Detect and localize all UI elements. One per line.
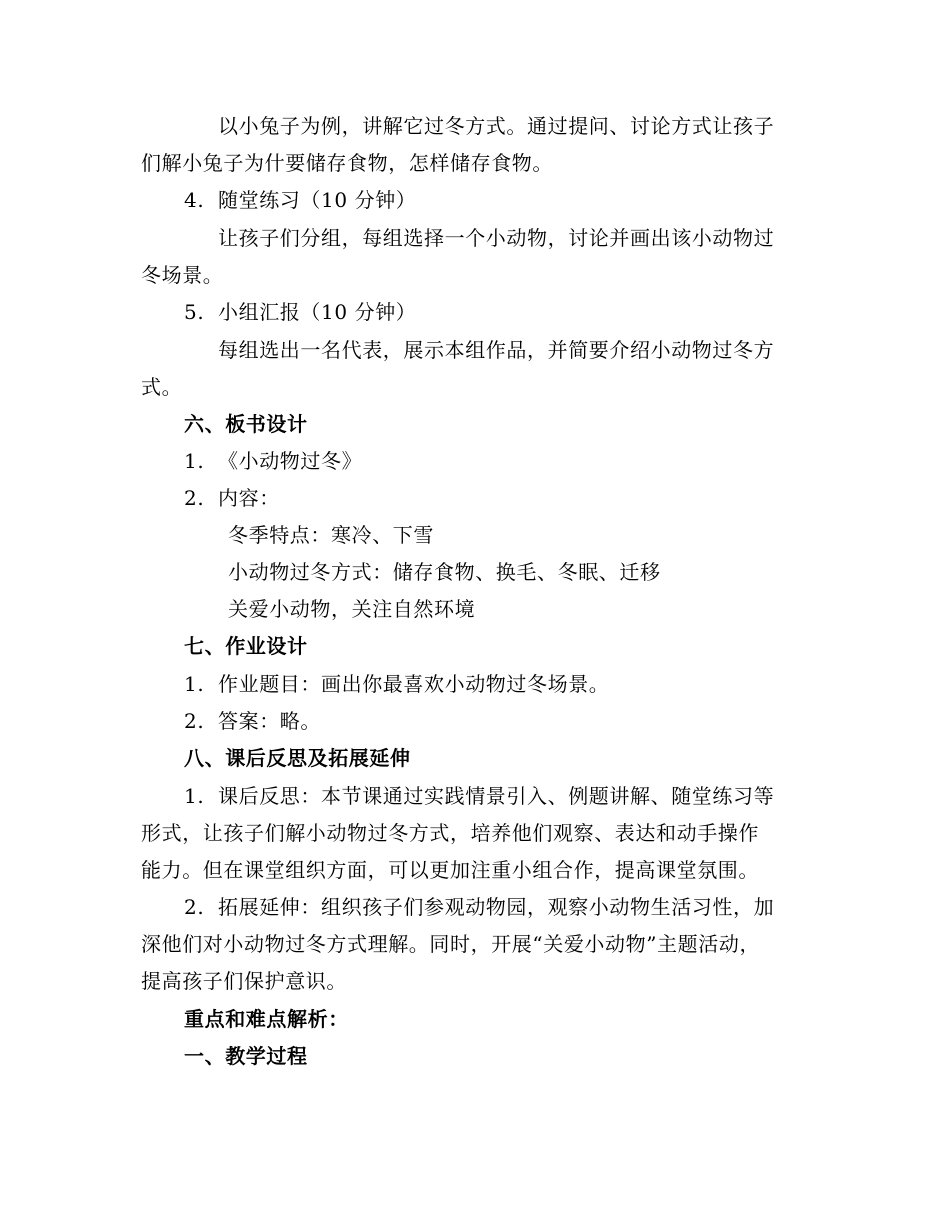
list-number: 1.: [184, 672, 205, 696]
list-number: 5.: [184, 300, 205, 324]
paragraph-line: 以小兔子为例，讲解它过冬方式。通过提问、讨论方式让孩子: [218, 114, 775, 138]
paragraph-line: 每组选出一名代表，展示本组作品，并简要介绍小动物过冬方: [218, 338, 775, 362]
paragraph-line: 形式，让孩子们解小动物过冬方式，培养他们观察、表达和动手操作: [141, 821, 759, 845]
list-item-text: 内容：: [218, 486, 280, 510]
section-heading-1: 一、教学过程: [184, 1044, 308, 1068]
list-item-4: [184, 187, 854, 213]
list-item-2: [184, 485, 854, 511]
list-item-2: [184, 708, 854, 734]
section-heading-key-points: 重点和难点解析：: [184, 1007, 349, 1031]
list-item-text: 《小动物过冬》: [218, 449, 363, 473]
paragraph-line: 能力。但在课堂组织方面，可以更加注重小组合作，提高课堂氛围。: [141, 858, 759, 882]
list-number: 1.: [184, 784, 205, 808]
paragraph-line: 让孩子们分组，每组选择一个小动物，讨论并画出该小动物过: [218, 226, 775, 250]
list-number: 2.: [184, 486, 205, 510]
paragraph-line: 式。: [141, 375, 183, 399]
list-item-text: 答案：略。: [218, 709, 321, 733]
list-item-text: 课后反思：本节课通过实践情景引入、例题讲解、随堂练习等: [218, 784, 775, 808]
list-number: 2.: [184, 895, 205, 919]
list-item-1: [184, 783, 854, 809]
list-item-1: [184, 448, 854, 474]
paragraph-line: 提高孩子们保护意识。: [141, 969, 347, 993]
list-item-text: 作业题目：画出你最喜欢小动物过冬场景。: [218, 672, 610, 696]
paragraph-line: 冬场景。: [141, 263, 224, 287]
list-item-text: 随堂练习（10 分钟）: [218, 188, 417, 212]
list-number: 1.: [184, 449, 205, 473]
list-number: 2.: [184, 709, 205, 733]
list-item-5: [184, 299, 854, 325]
list-number: 4.: [184, 188, 205, 212]
list-item-text: 拓展延伸：组织孩子们参观动物园，观察小动物生活习性，加: [218, 895, 775, 919]
board-content-line: 冬季特点：寒冷、下雪: [228, 523, 434, 547]
paragraph-line: 们解小兔子为什要储存食物，怎样储存食物。: [141, 151, 553, 175]
paragraph-line: 深他们对小动物过冬方式理解。同时，开展“关爱小动物”主题活动，: [141, 932, 761, 956]
list-item-text: 小组汇报（10 分钟）: [218, 300, 417, 324]
board-content-line: 小动物过冬方式：储存食物、换毛、冬眠、迁移: [228, 560, 661, 584]
section-heading-8: 八、课后反思及拓展延伸: [184, 746, 411, 770]
section-heading-6: 六、板书设计: [184, 412, 308, 436]
board-content-line: 关爱小动物，关注自然环境: [228, 597, 476, 621]
list-item-1: [184, 671, 854, 697]
section-heading-7: 七、作业设计: [184, 634, 308, 658]
list-item-2: [184, 894, 854, 920]
